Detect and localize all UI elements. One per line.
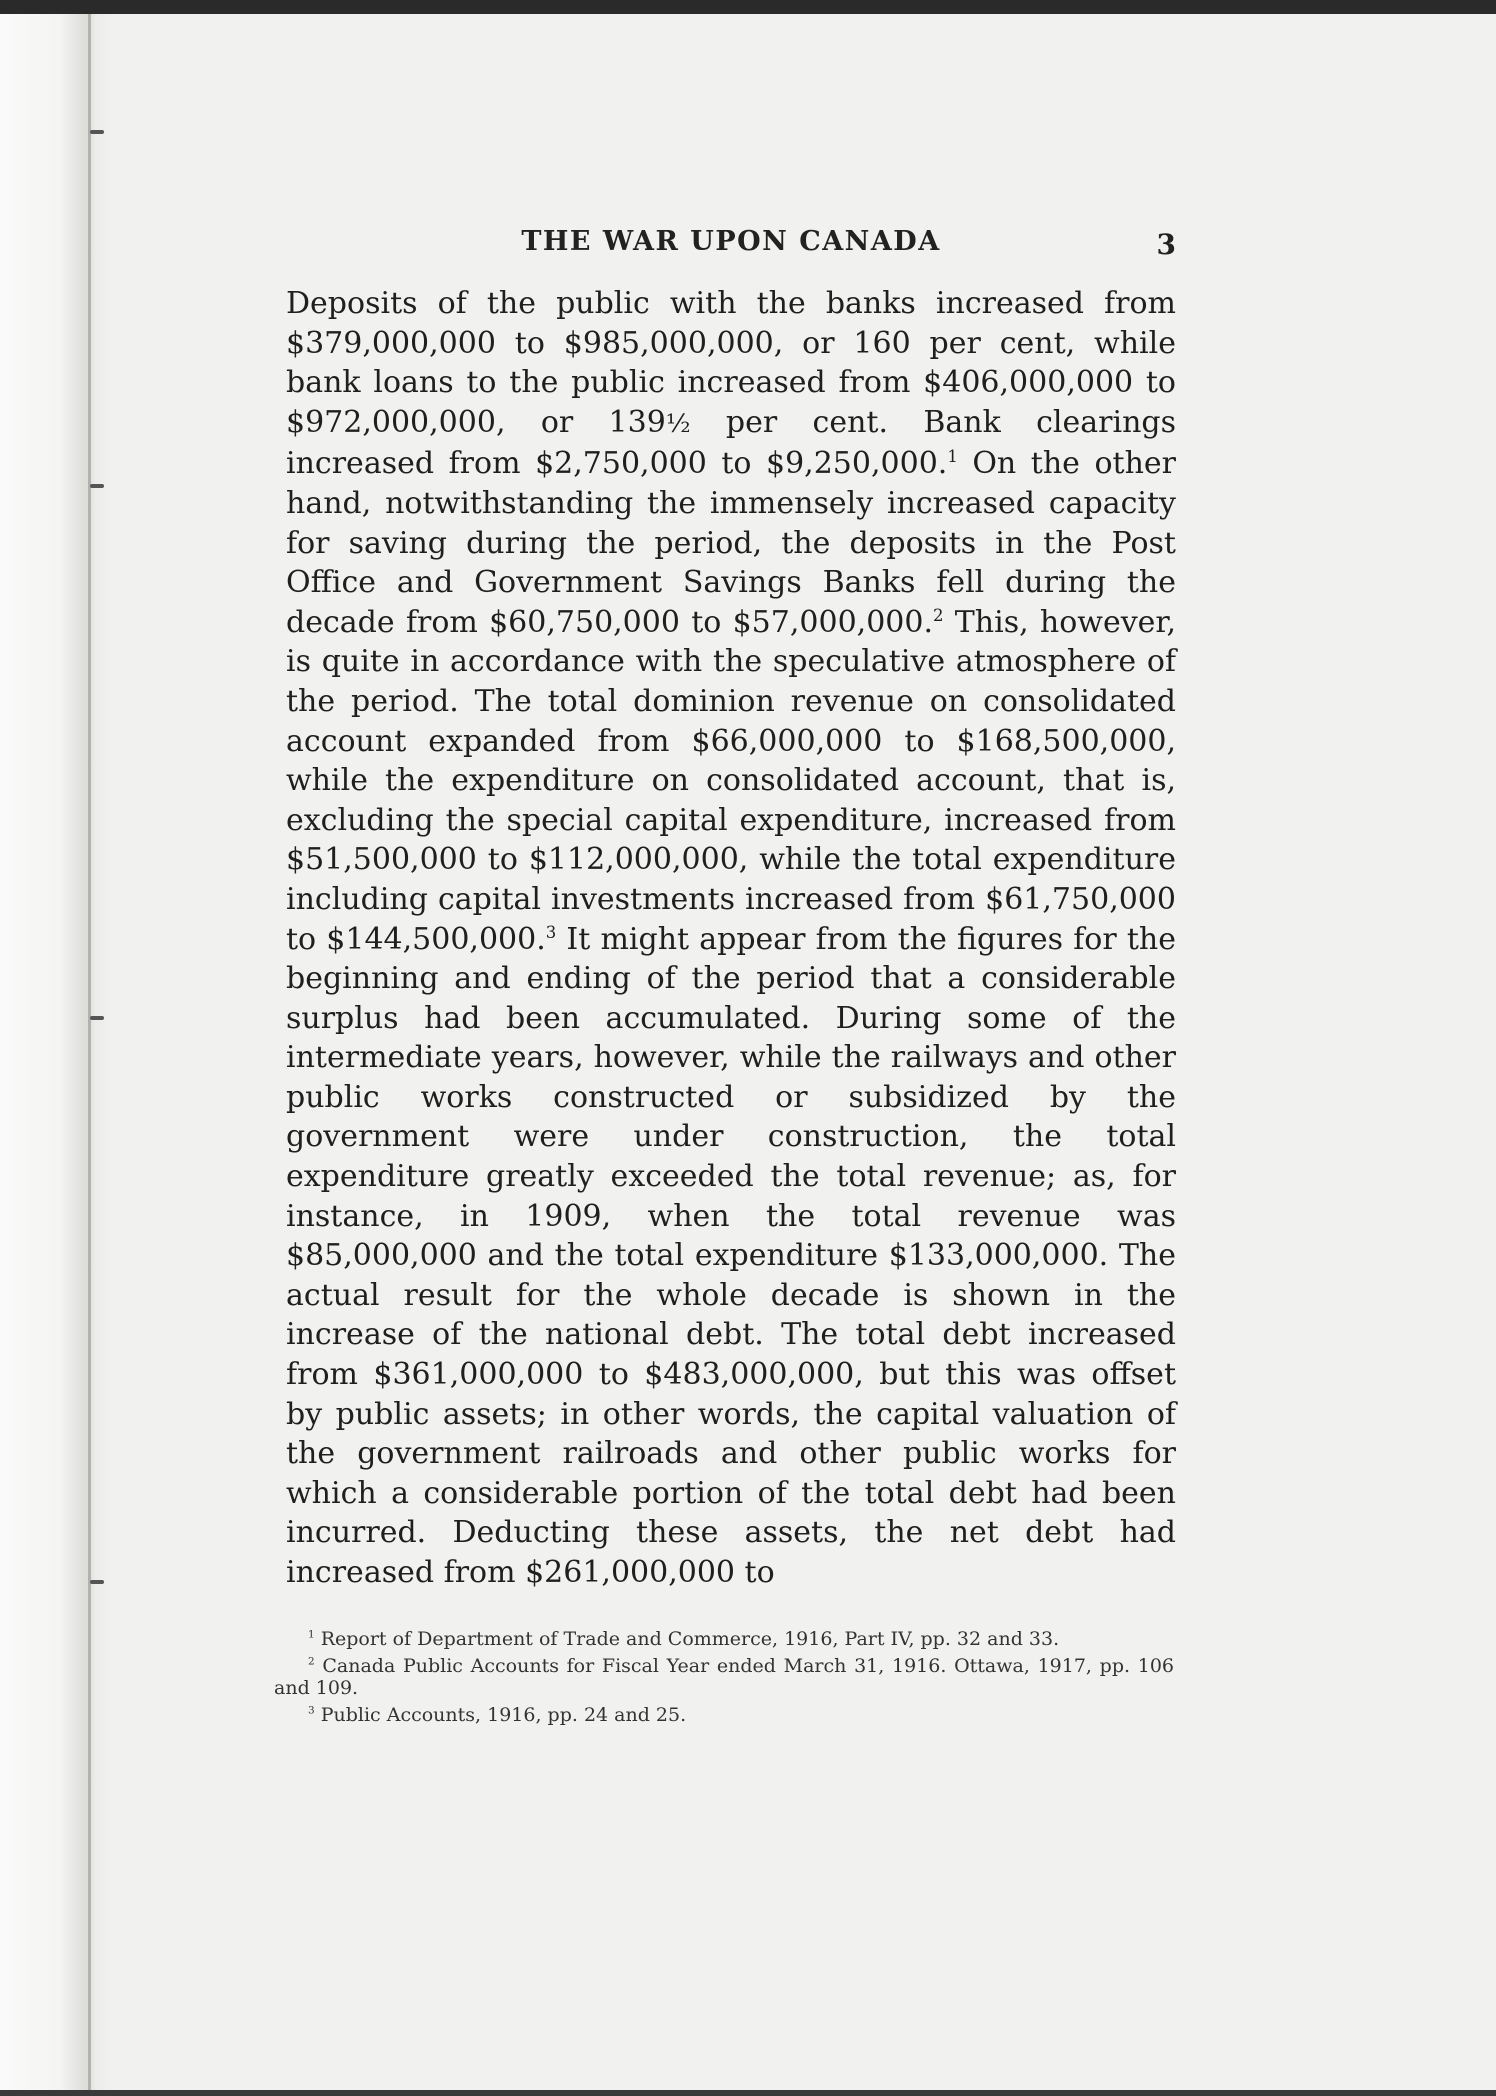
text-segment: Deposits of the public with the banks increased from $379,000,000 to $985,000,000, or 160 per cent, while bank loans to the public increased from $406,000,000 to $972,000,000, or 139 xyxy=(286,286,1176,440)
footnote-2 xyxy=(274,1655,1174,1699)
footnote-mark: 1 xyxy=(308,1628,315,1641)
footnote-text: Report of Department of Trade and Commerce, 1916, Part IV, pp. 32 and 33. xyxy=(320,1628,1060,1650)
footnote-3 xyxy=(274,1704,1174,1726)
text-segment: On the other hand, notwithstanding the immensely increased capacity for saving during the period, the deposits in the Post Office and Government Savings Banks fell during the decade from $60,750,000 to $57,000,000. xyxy=(286,446,1176,640)
footnote-mark: 3 xyxy=(308,1704,315,1717)
footnote-ref: 2 xyxy=(933,605,944,625)
footnote-text: Canada Public Accounts for Fiscal Year ended March 31, 1916. Ottawa, 1917, pp. 106 and 109. xyxy=(274,1655,1174,1699)
footnotes xyxy=(274,1628,1174,1731)
fraction-half: ½ xyxy=(665,408,691,439)
text-segment: It might appear from the figures for the beginning and ending of the period that a considerable surplus had been accumulated. During some of the intermediate years, however, while the railways and other public works constructed or subsidized by the government were under construction, the total expenditure greatly exceeded the total revenue; as, for instance, in 1909, when the total revenue was $85,000,000 and the total expenditure $133,000,000. The actual result for the whole decade is shown in the increase of the national debt. The total debt increased from $361,000,000 to $483,000,000, but this was offset by public assets; in other words, the capital valuation of the government railroads and other public works for which a considerable portion of the total debt had been incurred. Deducting these assets, the net debt had increased from $261,000,000 to xyxy=(286,921,1176,1590)
text-segment: This, however, is quite in accordance with the speculative atmosphere of the period. The total dominion revenue on consolidated account expanded from $66,000,000 to $168,500,000, while the expenditure on consolidated account, that is, excluding the special capital expenditure, increased from $51,500,000 to $112,000,000, while the total expenditure including capital investments increased from $61,750,000 to $144,500,000. xyxy=(286,604,1176,957)
body-paragraph xyxy=(286,284,1176,1593)
paragraph xyxy=(286,284,1176,1593)
page-number: 3 xyxy=(1156,228,1176,261)
footnote-text: Public Accounts, 1916, pp. 24 and 25. xyxy=(320,1704,687,1726)
running-title: THE WAR UPON CANADA xyxy=(521,226,941,257)
text-segment: per cent. Bank clearings increased from $2,750,000 to $9,250,000. xyxy=(286,404,1176,482)
footnote-mark: 2 xyxy=(308,1655,315,1668)
footnote-ref: 3 xyxy=(545,922,557,942)
footnote-1 xyxy=(274,1628,1174,1650)
footnote-ref: 1 xyxy=(947,447,958,467)
running-head xyxy=(286,226,1176,270)
